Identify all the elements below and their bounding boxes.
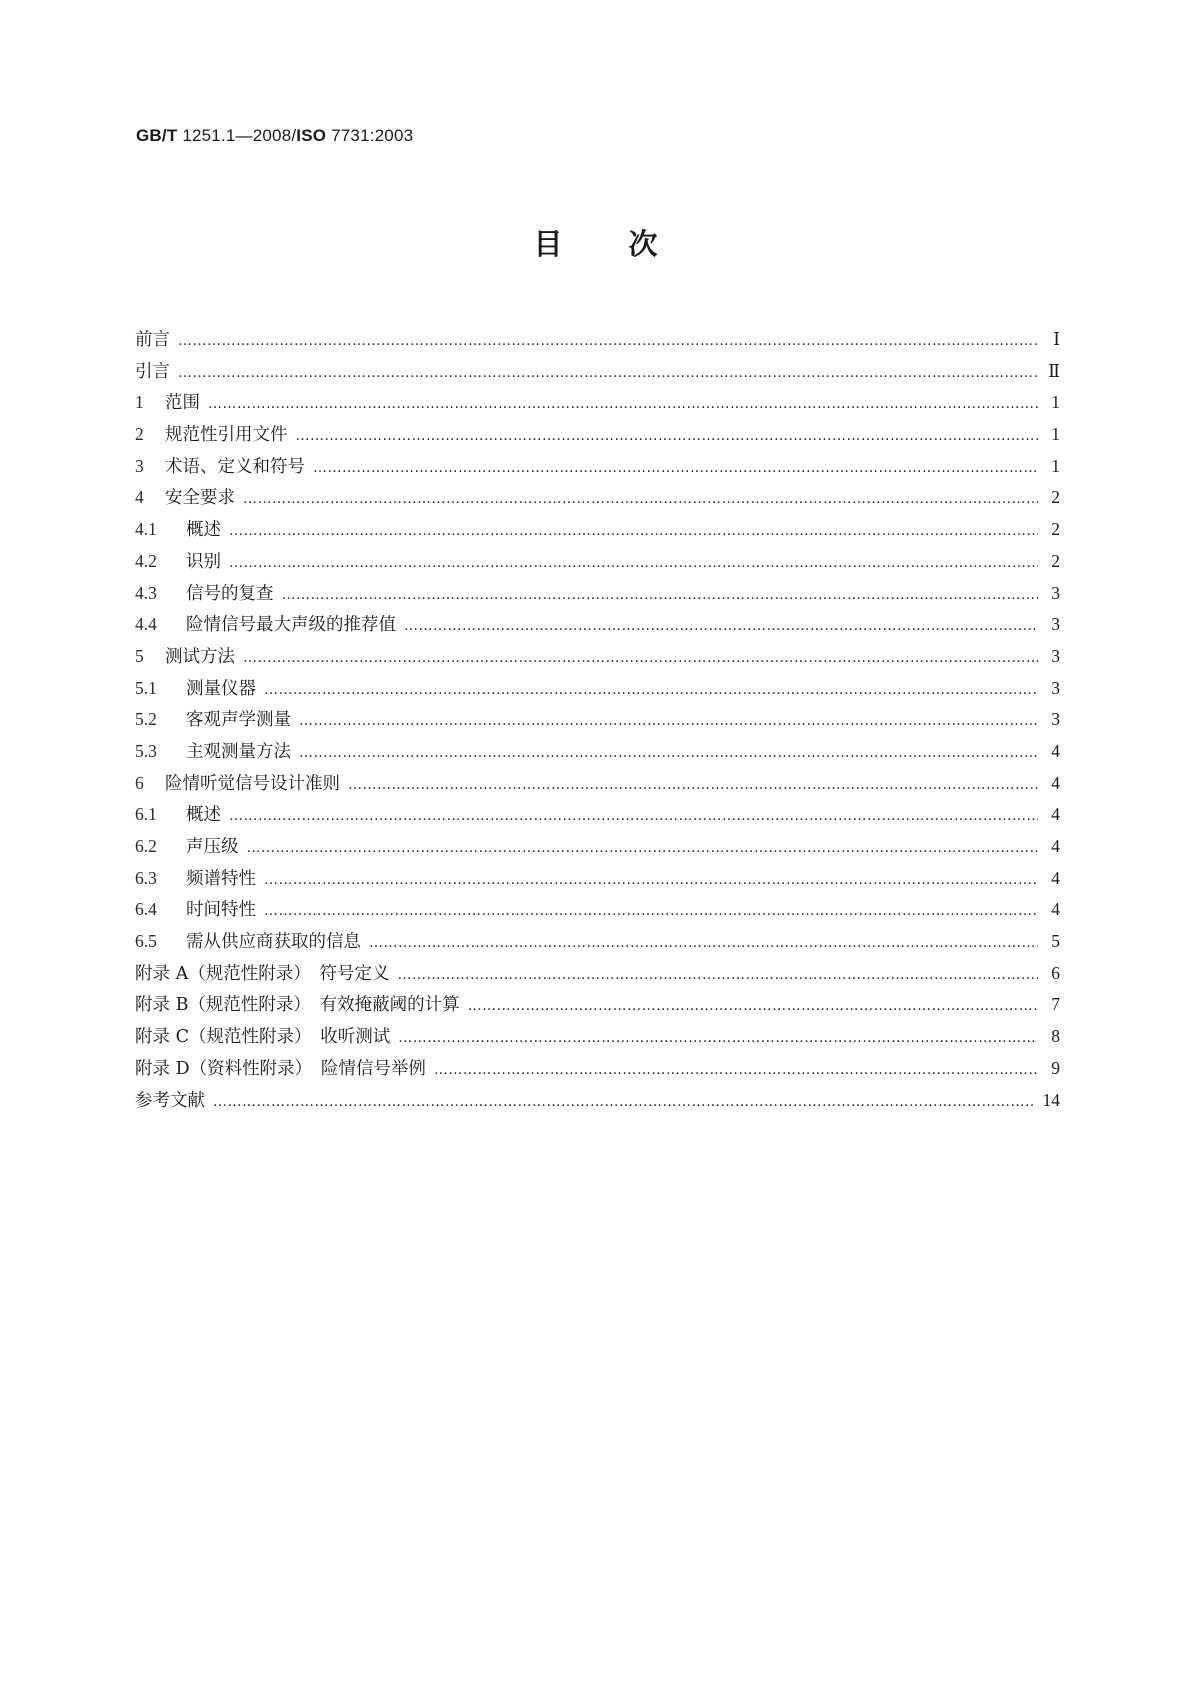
toc-entry[interactable] [135,643,1060,675]
toc-entry[interactable] [135,928,1060,960]
title-char-2: 次 [628,227,658,261]
toc-dot-leader [229,523,1038,539]
toc-entry-label: 险情信号最大声级的推荐值 [186,615,396,636]
toc-entry-label: 引言 [135,361,170,382]
toc-entry[interactable] [135,675,1060,707]
standard-number: 1251.1—2008/ [177,126,297,145]
toc-entry-label: 时间特性 [186,900,256,921]
standard-code-header [136,126,413,146]
toc-entry-number: 6.1 [135,804,157,825]
toc-entry-page: 3 [1051,645,1060,666]
toc-entry-label: 声压级 [186,837,239,857]
toc-entry[interactable] [135,421,1060,453]
toc-entry-page: 1 [1051,455,1060,476]
toc-entry-page: 5 [1051,931,1060,952]
toc-dot-leader [243,650,1038,666]
iso-number: 7731:2003 [326,126,414,145]
toc-entry[interactable] [135,580,1060,612]
toc-entry-page: 9 [1051,1057,1060,1078]
toc-entry[interactable] [135,484,1060,516]
toc-dot-leader [397,967,1038,983]
toc-entry-page: 4 [1051,836,1060,856]
toc-dot-leader [264,903,1038,919]
toc-entry-page: 7 [1051,994,1060,1015]
toc-dot-leader [178,333,1038,349]
toc-entry-label: 前言 [135,330,170,350]
toc-entry-label: 附录 D（资料性附录） 险情信号举例 [135,1058,426,1079]
toc-dot-leader [296,428,1039,444]
toc-entry[interactable] [135,896,1060,928]
toc-dot-leader [348,777,1038,793]
toc-dot-leader [299,713,1038,729]
toc-entry-number: 6.4 [135,899,157,920]
toc-entry[interactable] [135,611,1060,643]
toc-dot-leader [282,587,1039,603]
toc-entry[interactable] [135,960,1060,992]
toc-entry-label: 频谱特性 [186,868,256,889]
toc-entry[interactable] [135,738,1060,770]
toc-entry[interactable] [135,1055,1060,1087]
title-char-1: 目 [533,227,563,261]
toc-entry-number: 6 [135,772,144,793]
toc-entry-number: 4.1 [135,519,157,540]
toc-entry-number: 5 [135,645,144,666]
toc-entry-label: 附录 C（规范性附录） 收听测试 [135,1027,391,1048]
toc-entry-page: 3 [1051,614,1060,635]
toc-entry-number: 5.2 [135,709,157,730]
toc-entry-number: 1 [135,392,144,413]
toc-entry-number: 6.3 [135,867,157,888]
toc-entry-number: 6.5 [135,931,157,952]
toc-entry[interactable] [135,833,1060,865]
toc-entry-label: 概述 [186,520,221,541]
toc-entry-page: Ⅰ [1053,329,1060,349]
toc-entry-label: 信号的复查 [186,583,274,604]
toc-entry-page: 2 [1051,550,1060,571]
toc-entry-page: 14 [1042,1089,1060,1110]
toc-dot-leader [208,396,1038,412]
toc-entry-label: 附录 B（规范性附录） 有效掩蔽阈的计算 [135,995,460,1016]
table-of-contents [135,326,1060,1118]
toc-dot-leader [434,1062,1038,1078]
toc-dot-leader [404,618,1038,634]
toc-entry-page: 6 [1051,962,1060,983]
toc-entry-label: 需从供应商获取的信息 [186,932,361,953]
toc-entry-label: 规范性引用文件 [165,425,288,446]
toc-dot-leader [264,682,1038,698]
iso-prefix: ISO [296,126,327,145]
toc-entry-label: 测试方法 [165,646,235,667]
toc-entry-label: 主观测量方法 [186,741,291,762]
toc-entry-page: 4 [1051,899,1060,920]
toc-entry[interactable] [135,706,1060,738]
toc-entry-label: 识别 [186,551,221,572]
toc-entry[interactable] [135,389,1060,421]
toc-entry-number: 5.1 [135,677,157,698]
toc-entry-label: 测量仪器 [186,678,256,699]
toc-entry-label: 概述 [186,805,221,826]
toc-entry-page: 2 [1051,519,1060,540]
toc-dot-leader [369,935,1038,951]
toc-entry[interactable] [135,1023,1060,1055]
toc-entry[interactable] [135,991,1060,1023]
toc-entry-number: 6.2 [135,836,157,856]
toc-entry-page: 2 [1051,487,1060,508]
toc-entry-label: 险情听觉信号设计准则 [165,773,340,794]
toc-entry-page: 4 [1051,772,1060,793]
toc-dot-leader [243,491,1038,507]
toc-dot-leader [178,365,1038,381]
toc-entry-page: 4 [1051,867,1060,888]
toc-entry[interactable] [135,358,1060,390]
toc-entry-number: 5.3 [135,740,157,761]
toc-entry-label: 范围 [165,393,200,414]
toc-entry[interactable] [135,548,1060,580]
toc-entry-number: 4 [135,487,144,508]
toc-dot-leader [229,555,1038,571]
toc-entry-page: 4 [1051,740,1060,761]
toc-entry-page: 1 [1051,424,1060,445]
toc-entry-page: 1 [1051,392,1060,413]
toc-dot-leader [247,840,1039,856]
toc-entry[interactable] [135,1087,1060,1119]
toc-entry-page: 4 [1051,804,1060,825]
toc-entry-page: 3 [1051,582,1060,603]
toc-entry-page: 3 [1051,709,1060,730]
toc-entry-page: Ⅱ [1048,360,1060,381]
toc-entry-page: 3 [1051,677,1060,698]
toc-entry-number: 4.4 [135,614,157,635]
toc-dot-leader [264,872,1038,888]
standard-prefix: GB/T [136,126,178,145]
toc-entry-label: 安全要求 [165,488,235,509]
toc-entry-label: 术语、定义和符号 [165,456,305,477]
page-title [0,226,1191,262]
toc-entry[interactable] [135,865,1060,897]
toc-dot-leader [213,1094,1035,1110]
toc-dot-leader [313,460,1038,476]
toc-entry-page: 8 [1051,1026,1060,1047]
toc-entry[interactable] [135,801,1060,833]
toc-entry-number: 3 [135,455,144,476]
toc-entry-number: 2 [135,424,144,445]
toc-entry[interactable] [135,770,1060,802]
toc-dot-leader [229,808,1038,824]
toc-dot-leader [398,1030,1038,1046]
toc-entry-label: 参考文献 [135,1090,205,1111]
toc-entry[interactable] [135,453,1060,485]
toc-entry-label: 附录 A（规范性附录） 符号定义 [135,963,390,984]
toc-entry-label: 客观声学测量 [186,710,291,731]
toc-entry[interactable] [135,516,1060,548]
toc-dot-leader [468,998,1038,1014]
toc-entry-number: 4.3 [135,582,157,603]
toc-entry-number: 4.2 [135,550,157,571]
toc-dot-leader [299,745,1038,761]
toc-entry[interactable] [135,326,1060,358]
